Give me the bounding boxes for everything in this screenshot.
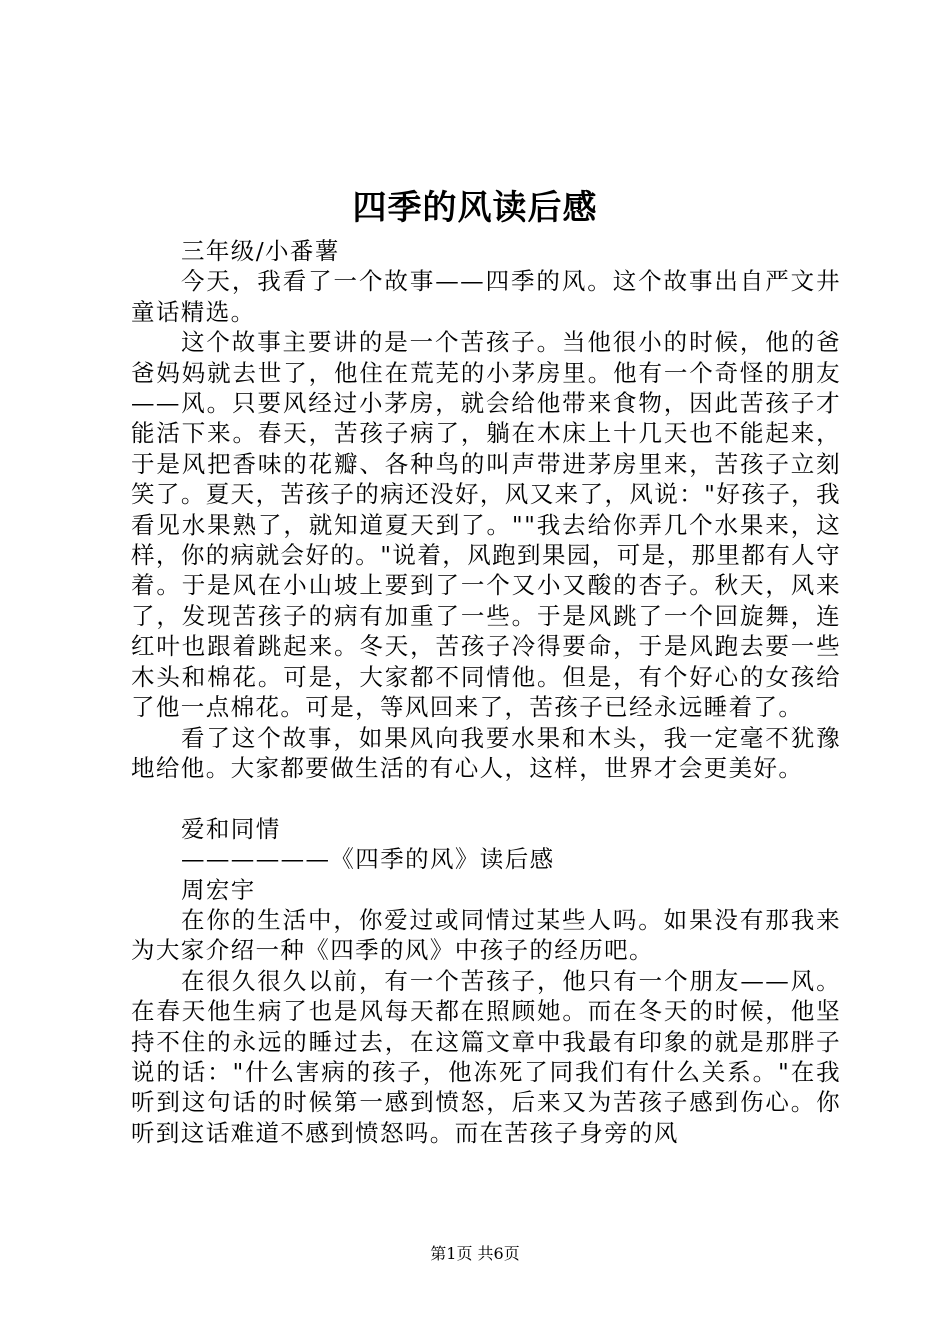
paragraph: 在很久很久以前，有一个苦孩子，他只有一个朋友——风。在春天他生病了也是风每天都在照顾她。而在冬天的时候，他坚持不住的永远的睡过去，在这篇文章中我最有印象的就是那胖子说的话："什么害病的孩子，他冻死了同我们有什么关系。"在我听到这句话的时候第一感到愤怒，后来又为苦孩子感到伤心。你听到这话难道不感到愤怒吗。而在苦孩子身旁的风 <box>131 966 841 1147</box>
paragraph: 在你的生活中，你爱过或同情过某些人吗。如果没有那我来为大家介绍一种《四季的风》中孩子的经历吧。 <box>131 905 841 965</box>
blank-line <box>131 783 841 813</box>
author-line: 三年级/小番薯 <box>181 237 340 265</box>
page-footer: 第1页 共6页 <box>430 1244 520 1263</box>
paragraph: 看了这个故事，如果风向我要水果和木头，我一定毫不犹豫地给他。大家都要做生活的有心人，这样，世界才会更美好。 <box>131 723 841 782</box>
section-subtitle: ——————《四季的风》读后感 <box>181 845 555 874</box>
author-line: 周宏宇 <box>181 875 256 904</box>
document-body <box>131 236 841 1148</box>
section-heading: 爱和同情 <box>181 814 281 843</box>
document-title: 四季的风读后感 <box>352 188 598 228</box>
paragraph: 今天，我看了一个故事——四季的风。这个故事出自严文井童话精选。 <box>131 267 841 326</box>
paragraph: 这个故事主要讲的是一个苦孩子。当他很小的时候，他的爸爸妈妈就去世了，他住在荒芜的小茅房里。他有一个奇怪的朋友——风。只要风经过小茅房，就会给他带来食物，因此苦孩子才能活下来。春天，苦孩子病了，躺在木床上十几天也不能起来，于是风把香味的花瓣、各种鸟的叫声带进茅房里来，苦孩子立刻笑了。夏天，苦孩子的病还没好，风又来了，风说："好孩子，我看见水果熟了，就知道夏天到了。""我去给你弄几个水果来，这样，你的病就会好的。"说着，风跑到果园，可是，那里都有人守着。于是风在小山坡上要到了一个又小又酸的杏子。秋天，风来了，发现苦孩子的病有加重了一些。于是风跳了一个回旋舞，连红叶也跟着跳起来。冬天，苦孩子冷得要命，于是风跑去要一些木头和棉花。可是，大家都不同情他。但是，有个好心的女孩给了他一点棉花。可是，等风回来了，苦孩子已经永远睡着了。 <box>131 328 841 722</box>
